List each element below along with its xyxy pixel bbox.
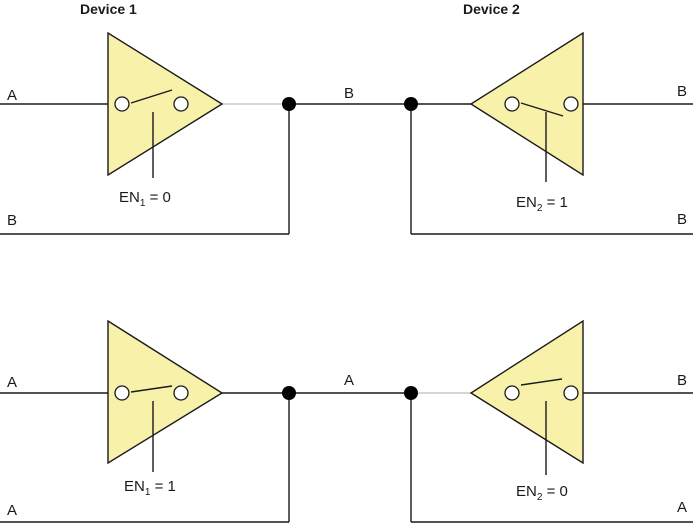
top-right-output-label: B — [677, 83, 688, 100]
bottom-left-input-label: A — [7, 374, 18, 391]
top-scenario — [0, 33, 693, 234]
top-junction-left — [282, 97, 296, 111]
bottom-switch-2-contact-out — [505, 386, 519, 400]
top-switch-2-contact-out — [505, 97, 519, 111]
bottom-en1-label: $EN_1 = 1$ — [124, 478, 176, 498]
top-junction-right — [404, 97, 418, 111]
top-right-bottom-label: B — [677, 211, 688, 228]
bottom-middle-label: A — [344, 372, 355, 389]
bottom-switch-2-contact-in — [564, 386, 578, 400]
top-en1-label: $EN_1 = 0$ — [119, 189, 171, 209]
top-left-input-label: A — [7, 87, 18, 104]
bottom-left-bottom-label: A — [7, 502, 18, 519]
top-switch-2-contact-in — [564, 97, 578, 111]
bottom-switch-1-contact-out — [174, 386, 188, 400]
bottom-right-bottom-label: A — [677, 499, 688, 516]
device-1-title: Device 1 — [80, 1, 137, 17]
bottom-junction-right — [404, 386, 418, 400]
top-middle-label: B — [344, 85, 355, 102]
bottom-junction-left — [282, 386, 296, 400]
bottom-en2-label: $EN_2 = 0$ — [516, 483, 568, 503]
top-left-bottom-label: B — [7, 212, 18, 229]
bottom-scenario — [0, 321, 693, 522]
top-switch-1-contact-in — [115, 97, 129, 111]
bottom-right-output-label: B — [677, 372, 688, 389]
top-switch-1-contact-out — [174, 97, 188, 111]
bottom-switch-1-contact-in — [115, 386, 129, 400]
top-en2-label: $EN_2 = 1$ — [516, 194, 568, 214]
device-2-title: Device 2 — [463, 1, 520, 17]
